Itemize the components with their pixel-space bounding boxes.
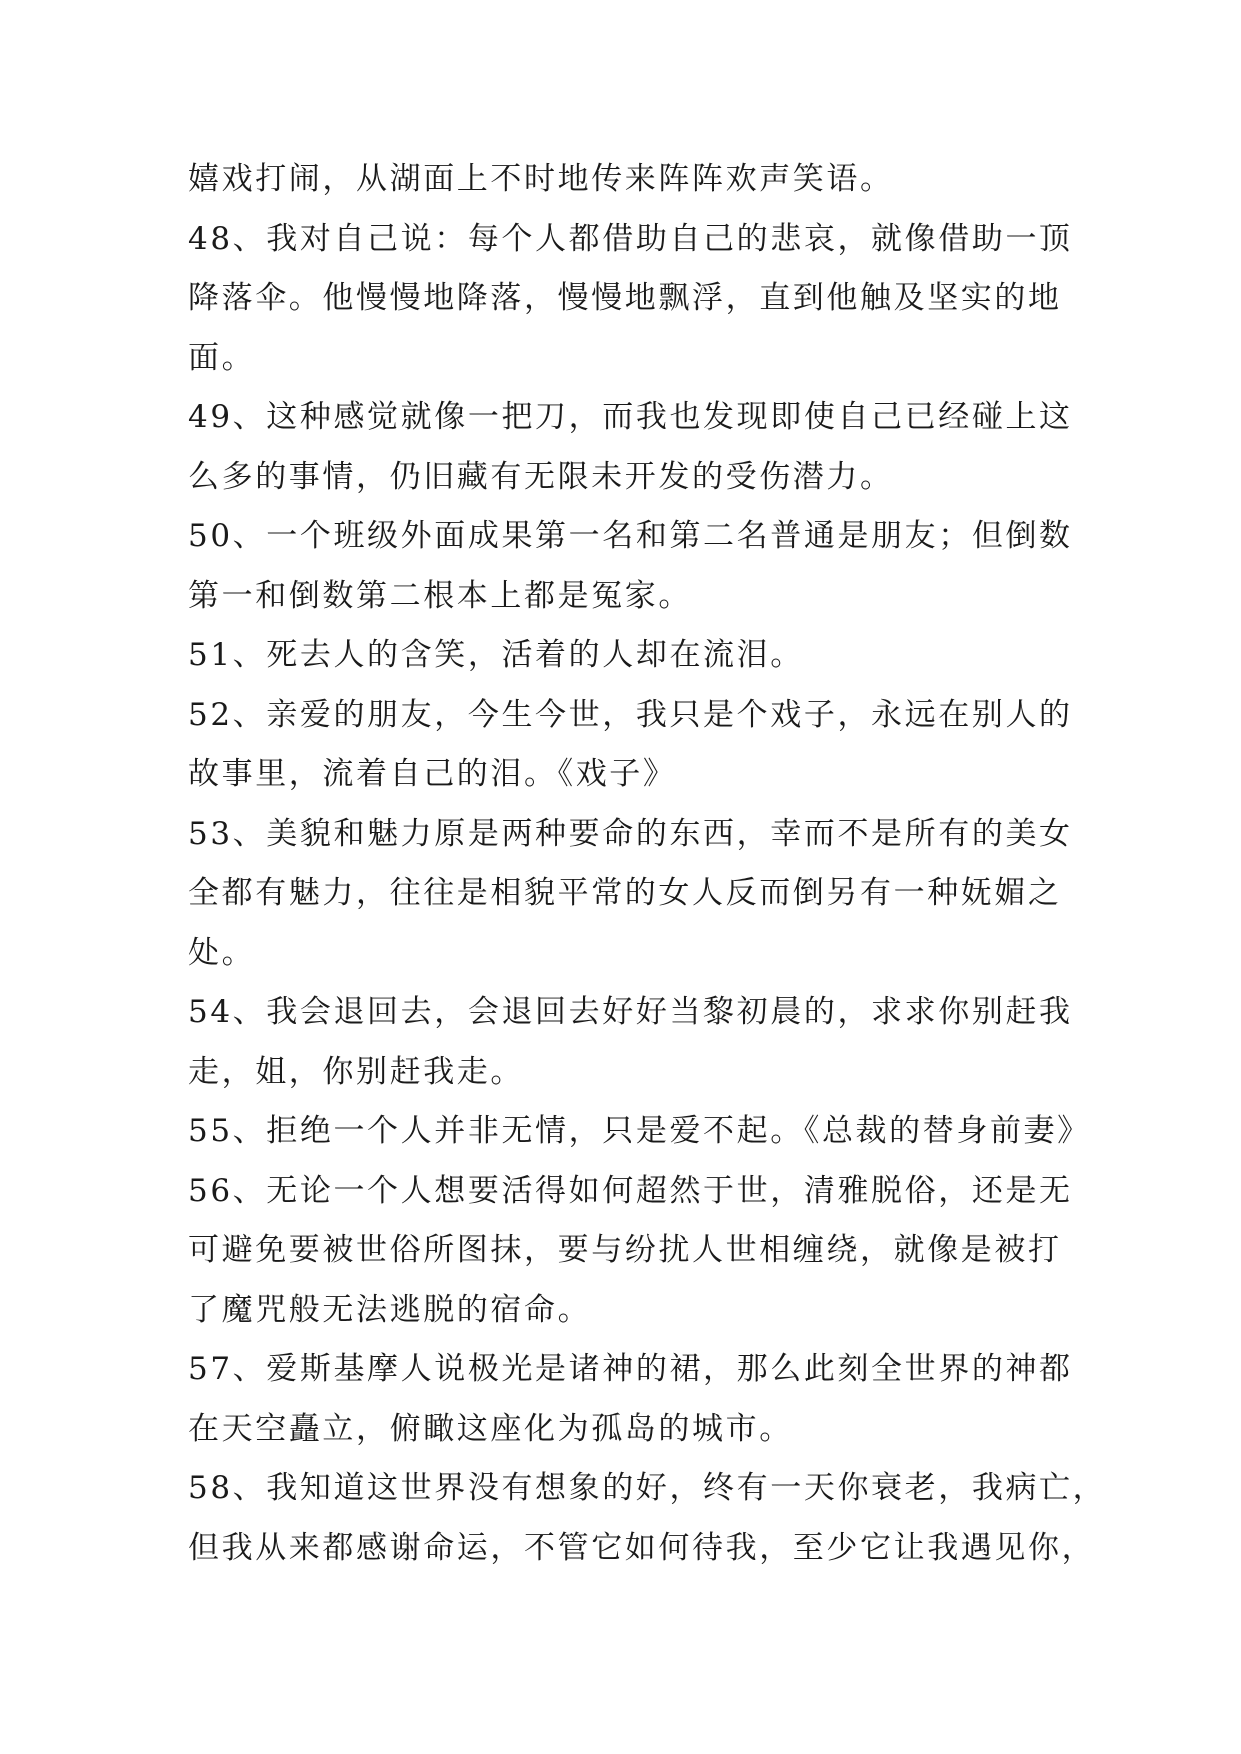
text-line: 在天空矗立，俯瞰这座化为孤岛的城市。 [188,1410,793,1447]
text-line: 52、亲爱的朋友，今生今世，我只是个戏子，永远在别人的 [188,696,1073,733]
text-line: 53、美貌和魅力原是两种要命的东西，幸而不是所有的美女 [188,815,1073,852]
text-line: 55、拒绝一个人并非无情，只是爱不起。《总裁的替身前妻》 [188,1113,1091,1149]
text-line: 48、我对自己说：每个人都借助自己的悲哀，就像借助一顶 [188,220,1073,257]
text-line: 处。 [188,934,256,971]
text-line: 但我从来都感谢命运，不管它如何待我，至少它让我遇见你， [188,1529,1096,1566]
text-line: 51、死去人的含笑，活着的人却在流泪。 [188,637,804,673]
text-line: 可避免要被世俗所图抹，要与纷扰人世相缠绕，就像是被打 [188,1232,1062,1268]
document-body [188,150,1107,1578]
text-line: 嬉戏打闹，从湖面上不时地传来阵阵欢声笑语。 [188,161,894,197]
text-line: 第一和倒数第二根本上都是冤家。 [188,577,692,614]
text-line: 故事里，流着自己的泪。《戏子》 [188,756,677,792]
text-line: 么多的事情，仍旧藏有无限未开发的受伤潜力。 [188,458,894,495]
text-line: 57、爱斯基摩人说极光是诸神的裙，那么此刻全世界的神都 [188,1351,1073,1387]
text-line: 面。 [188,339,256,376]
text-line: 49、这种感觉就像一把刀，而我也发现即使自己已经碰上这 [188,399,1073,435]
text-line: 58、我知道这世界没有想象的好，终有一天你衰老，我病亡， [188,1470,1107,1506]
text-line: 56、无论一个人想要活得如何超然于世，清雅脱俗，还是无 [188,1172,1073,1209]
text-line: 走，姐，你别赶我走。 [188,1053,524,1090]
text-line: 全都有魅力，往往是相貌平常的女人反而倒另有一种妩媚之 [188,875,1062,911]
text-line: 降落伞。他慢慢地降落，慢慢地飘浮，直到他触及坚实的地 [188,280,1062,316]
text-line: 了魔咒般无法逃脱的宿命。 [188,1291,592,1328]
text-line: 50、一个班级外面成果第一名和第二名普通是朋友；但倒数 [188,518,1073,554]
text-line: 54、我会退回去，会退回去好好当黎初晨的，求求你别赶我 [188,994,1073,1030]
